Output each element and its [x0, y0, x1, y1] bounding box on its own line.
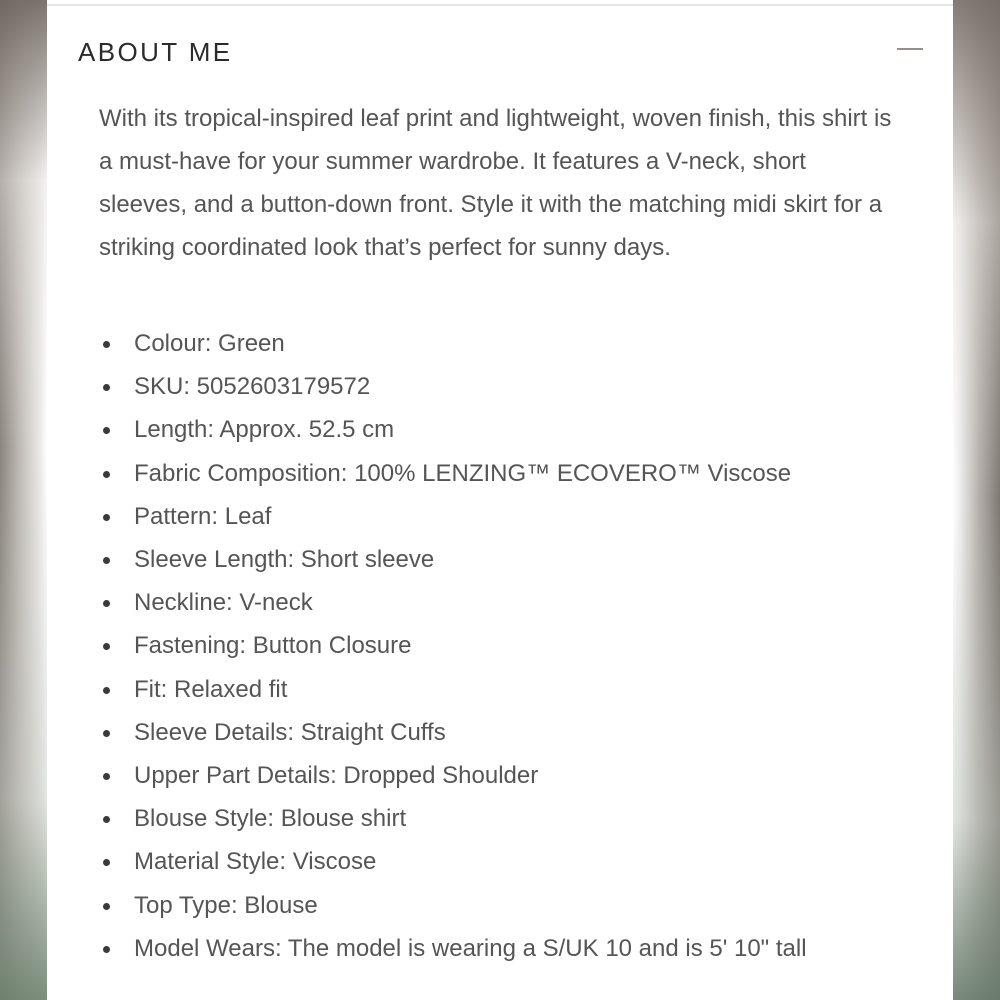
list-item: SKU: 5052603179572 — [99, 365, 919, 408]
list-item: Model Wears: The model is wearing a S/UK 10 and is 5' 10" tall — [99, 927, 919, 970]
list-item: Blouse Style: Blouse shirt — [99, 797, 919, 840]
list-item: Length: Approx. 52.5 cm — [99, 408, 919, 451]
list-item: Neckline: V-neck — [99, 581, 919, 624]
list-item: Material Style: Viscose — [99, 840, 919, 883]
minus-icon[interactable] — [897, 36, 923, 62]
list-item: Fastening: Button Closure — [99, 624, 919, 667]
list-item: Fit: Relaxed fit — [99, 668, 919, 711]
product-details-list — [99, 322, 919, 970]
list-item: Fabric Composition: 100% LENZING™ ECOVERO™ Viscose — [99, 452, 919, 495]
list-item: Pattern: Leaf — [99, 495, 919, 538]
product-info-panel — [47, 0, 953, 1000]
panel-divider — [47, 4, 953, 6]
product-description: With its tropical-inspired leaf print and lightweight, woven finish, this shirt is a must-have for your summer wardrobe. It features a V-neck, short sleeves, and a button-down front. Style it with the matching midi skirt for a striking coordinated look that’s perfect for sunny days. — [99, 105, 892, 261]
section-title: ABOUT ME — [78, 36, 233, 67]
list-item: Top Type: Blouse — [99, 884, 919, 927]
list-item: Upper Part Details: Dropped Shoulder — [99, 754, 919, 797]
list-item: Sleeve Details: Straight Cuffs — [99, 711, 919, 754]
about-me-accordion-header[interactable] — [78, 30, 923, 74]
list-item: Sleeve Length: Short sleeve — [99, 538, 919, 581]
list-item: Colour: Green — [99, 322, 919, 365]
